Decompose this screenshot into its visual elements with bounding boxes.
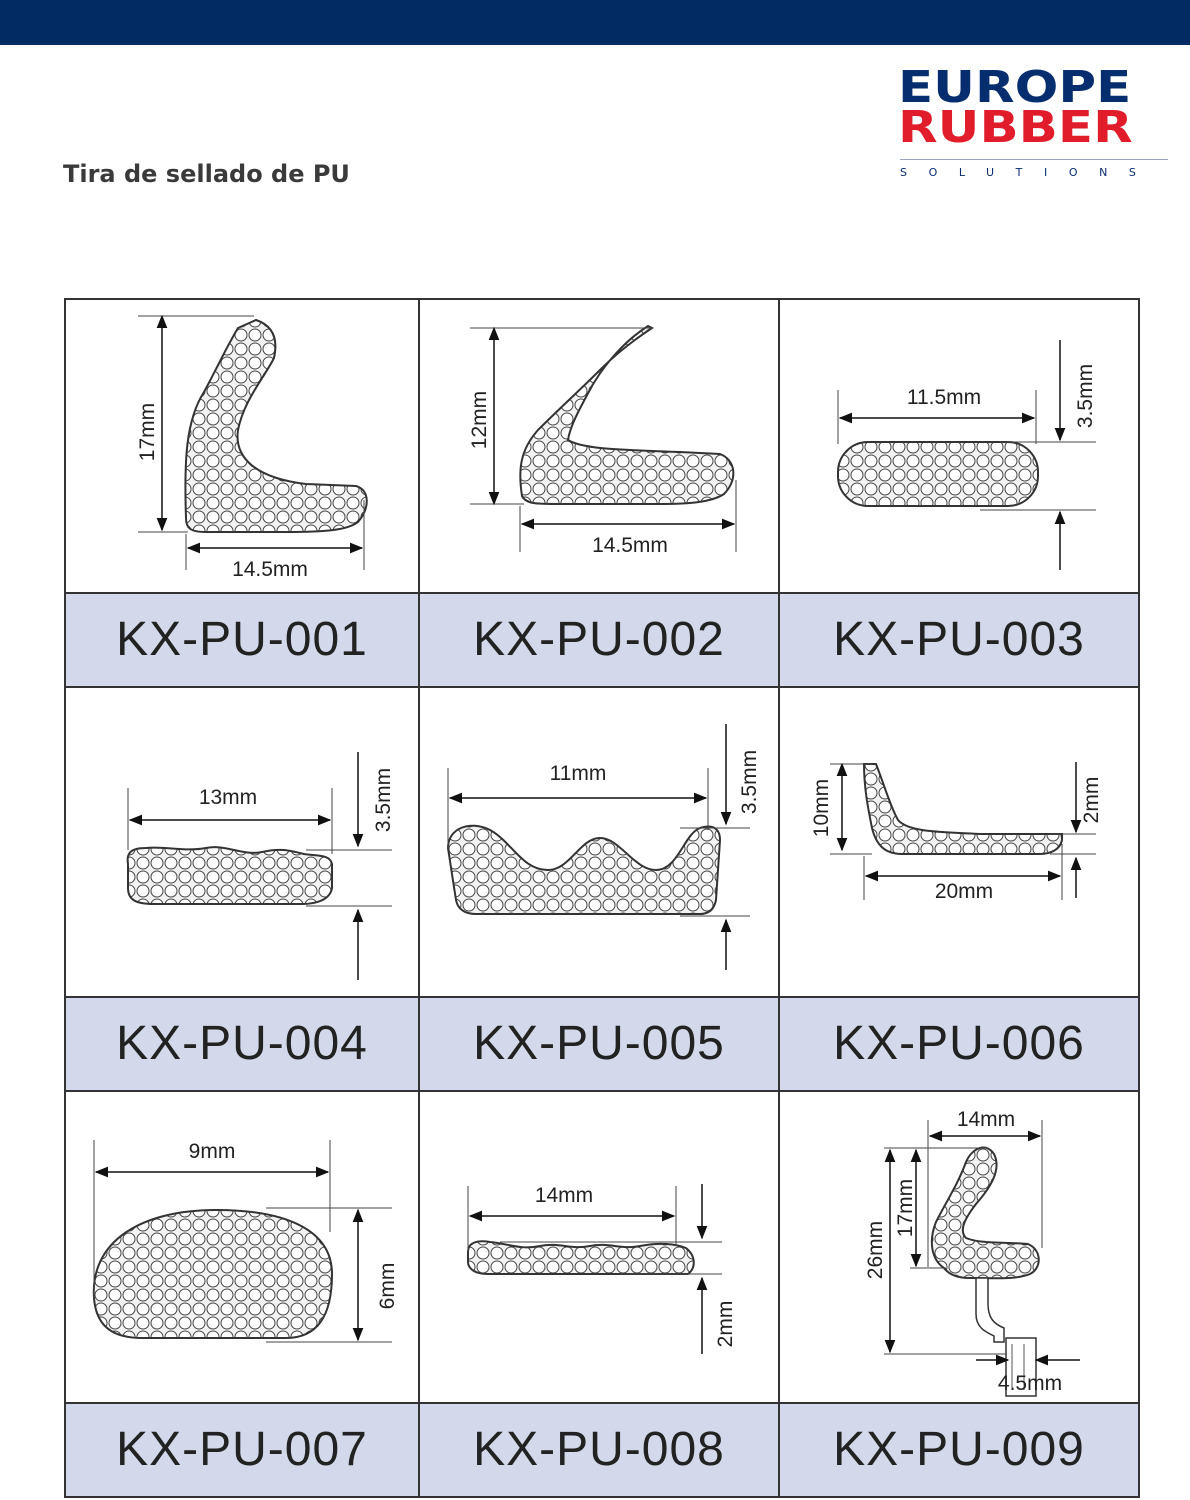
product-code: KX-PU-004 [116, 1017, 368, 1070]
product-code: KX-PU-006 [833, 1017, 1085, 1070]
dim-label: 3.5mm [1074, 363, 1097, 429]
product-code: KX-PU-009 [833, 1423, 1085, 1476]
drawing-cell-5 [418, 686, 780, 998]
product-code: KX-PU-001 [116, 613, 368, 666]
product-label-1 [64, 592, 420, 688]
profile-shape [932, 1148, 1039, 1279]
logo-line-3: SOLUTIONS [900, 166, 1158, 179]
dim-label: 20mm [934, 880, 994, 903]
top-banner [0, 0, 1190, 45]
dim-label: 17mm [136, 402, 159, 462]
product-label-3 [778, 592, 1140, 688]
dim-label: 3.5mm [372, 767, 395, 833]
profile-shape [864, 764, 1062, 854]
profile-shape [838, 442, 1038, 506]
dim-label: 4.5mm [997, 1372, 1063, 1395]
product-label-6 [778, 996, 1140, 1092]
dim-label: 17mm [894, 1178, 917, 1238]
product-grid [64, 298, 1140, 1498]
product-label-7 [64, 1402, 420, 1498]
drawing-cell-2 [418, 298, 780, 594]
dim-label: 3.5mm [738, 749, 761, 815]
product-label-4 [64, 996, 420, 1092]
logo-divider [900, 159, 1168, 160]
europe-rubber-logo [898, 62, 1168, 179]
dim-label: 2mm [714, 1300, 737, 1348]
dim-label: 10mm [810, 778, 833, 838]
product-code: KX-PU-003 [833, 613, 1085, 666]
product-label-8 [418, 1402, 780, 1498]
dim-label: 12mm [468, 390, 491, 450]
product-code: KX-PU-002 [473, 613, 725, 666]
dim-label: 14.5mm [232, 558, 308, 581]
dim-label: 14.5mm [592, 534, 668, 557]
drawing-cell-4 [64, 686, 420, 998]
drawing-cell-8 [418, 1090, 780, 1404]
product-label-5 [418, 996, 780, 1092]
profile-shape [94, 1210, 332, 1338]
drawing-cell-3 [778, 298, 1140, 594]
profile-shape [128, 847, 332, 904]
logo-line-1: EUROPE [898, 62, 1132, 113]
product-code: KX-PU-008 [473, 1423, 725, 1476]
product-label-9 [778, 1402, 1140, 1498]
product-label-2 [418, 592, 780, 688]
product-code: KX-PU-007 [116, 1423, 368, 1476]
drawing-cell-6 [778, 686, 1140, 998]
profile-shape [448, 826, 720, 914]
dim-label: 14mm [534, 1184, 594, 1207]
dim-label: 11mm [549, 762, 607, 785]
profile-shape [520, 326, 733, 504]
dim-label: 14mm [956, 1108, 1016, 1131]
dim-label: 2mm [1080, 776, 1103, 824]
dim-label: 26mm [864, 1220, 887, 1280]
drawing-cell-9 [778, 1090, 1140, 1404]
dim-label: 11.5mm [906, 386, 982, 409]
profile-shape [468, 1241, 694, 1274]
product-code: KX-PU-005 [473, 1017, 725, 1070]
drawing-cell-1 [64, 298, 420, 594]
dim-label: 9mm [188, 1140, 236, 1163]
profile-shape [185, 320, 366, 532]
dim-label: 13mm [198, 786, 258, 809]
page-title: Tira de sellado de PU [63, 160, 350, 188]
dim-label: 6mm [376, 1262, 399, 1310]
drawing-cell-7 [64, 1090, 420, 1404]
logo-line-2: RUBBER [898, 102, 1133, 153]
